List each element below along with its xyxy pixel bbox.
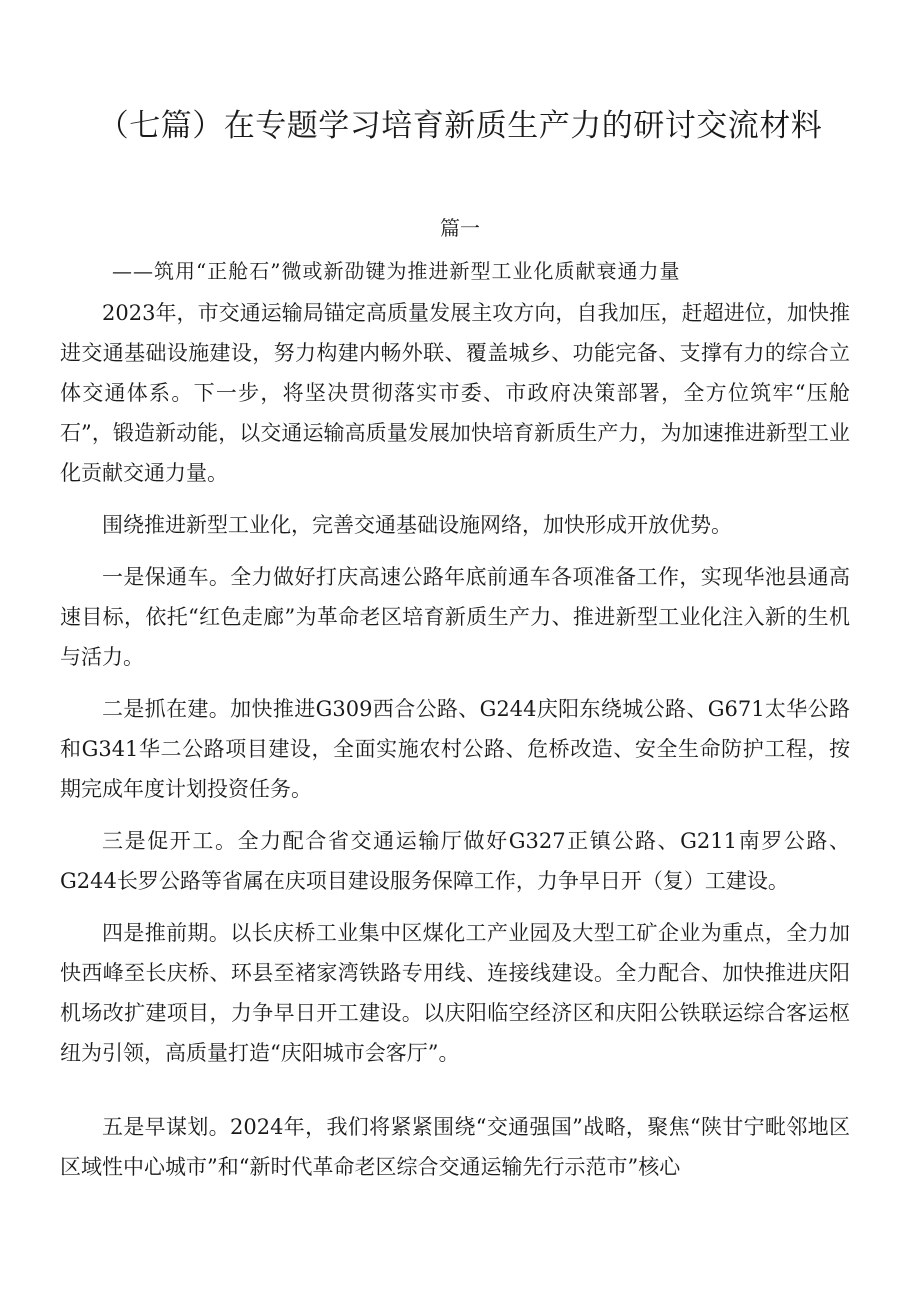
paragraph: 一是保通车。全力做好打庆高速公路年底前通车各项准备工作，实现华池县通高速目标，依托“红色走廊”为革命老区培育新质生产力、推进新型工业化注入新的生机与活力。 bbox=[60, 565, 850, 669]
paragraph: 二是抓在建。加快推进G309西合公路、G244庆阳东绕城公路、G671太华公路和G341华二公路项目建设，全面实施农村公路、危桥改造、安全生命防护工程，按期完成年度计划投资任务。 bbox=[60, 697, 850, 801]
paragraph: 2023年，市交通运输局锚定高质量发展主攻方向，自我加压，赶超进位，加快推进交通基础设施建设，努力构建内畅外联、覆盖城乡、功能完备、支撑有力的综合立体交通体系。下一步，将坚决贯彻落实市委、市政府决策部署，全方位筑牢“压舱石”，锻造新动能，以交通运输高质量发展加快培育新质生产力，为加速推进新型工业化贡献交通力量。 bbox=[60, 301, 850, 485]
body-text bbox=[60, 293, 850, 1199]
paragraph: 围绕推进新型工业化，完善交通基础设施网络，加快形成开放优势。 bbox=[102, 513, 732, 537]
paragraph: 三是促开工。全力配合省交通运输厅做好G327正镇公路、G211南罗公路、G244长罗公路等省属在庆项目建设服务保障工作，力争早日开（复）工建设。 bbox=[60, 829, 850, 893]
section-subtitle: ——筑用“正舱石”微或新劭键为推进新型工业化质献衰通力量 bbox=[112, 259, 681, 283]
paragraph: 四是推前期。以长庆桥工业集中区煤化工产业园及大型工矿企业为重点，全力加快西峰至长庆桥、环县至褚家湾铁路专用线、连接线建设。全力配合、加快推进庆阳机场改扩建项目，力争早日开工建设。以庆阳临空经济区和庆阳公铁联运综合客运枢纽为引领，高质量打造“庆阳城市会客厅”。 bbox=[60, 921, 850, 1065]
document-title: （七篇）在专题学习培育新质生产力的研讨交流材料 bbox=[97, 108, 823, 144]
chapter-heading: 篇一 bbox=[440, 216, 480, 240]
paragraph: 五是早谋划。2024年，我们将紧紧围绕“交通强国”战略，聚焦“陕甘宁毗邻地区区域性中心城市”和“新时代革命老区综合交通运输先行示范市”核心 bbox=[60, 1115, 850, 1179]
